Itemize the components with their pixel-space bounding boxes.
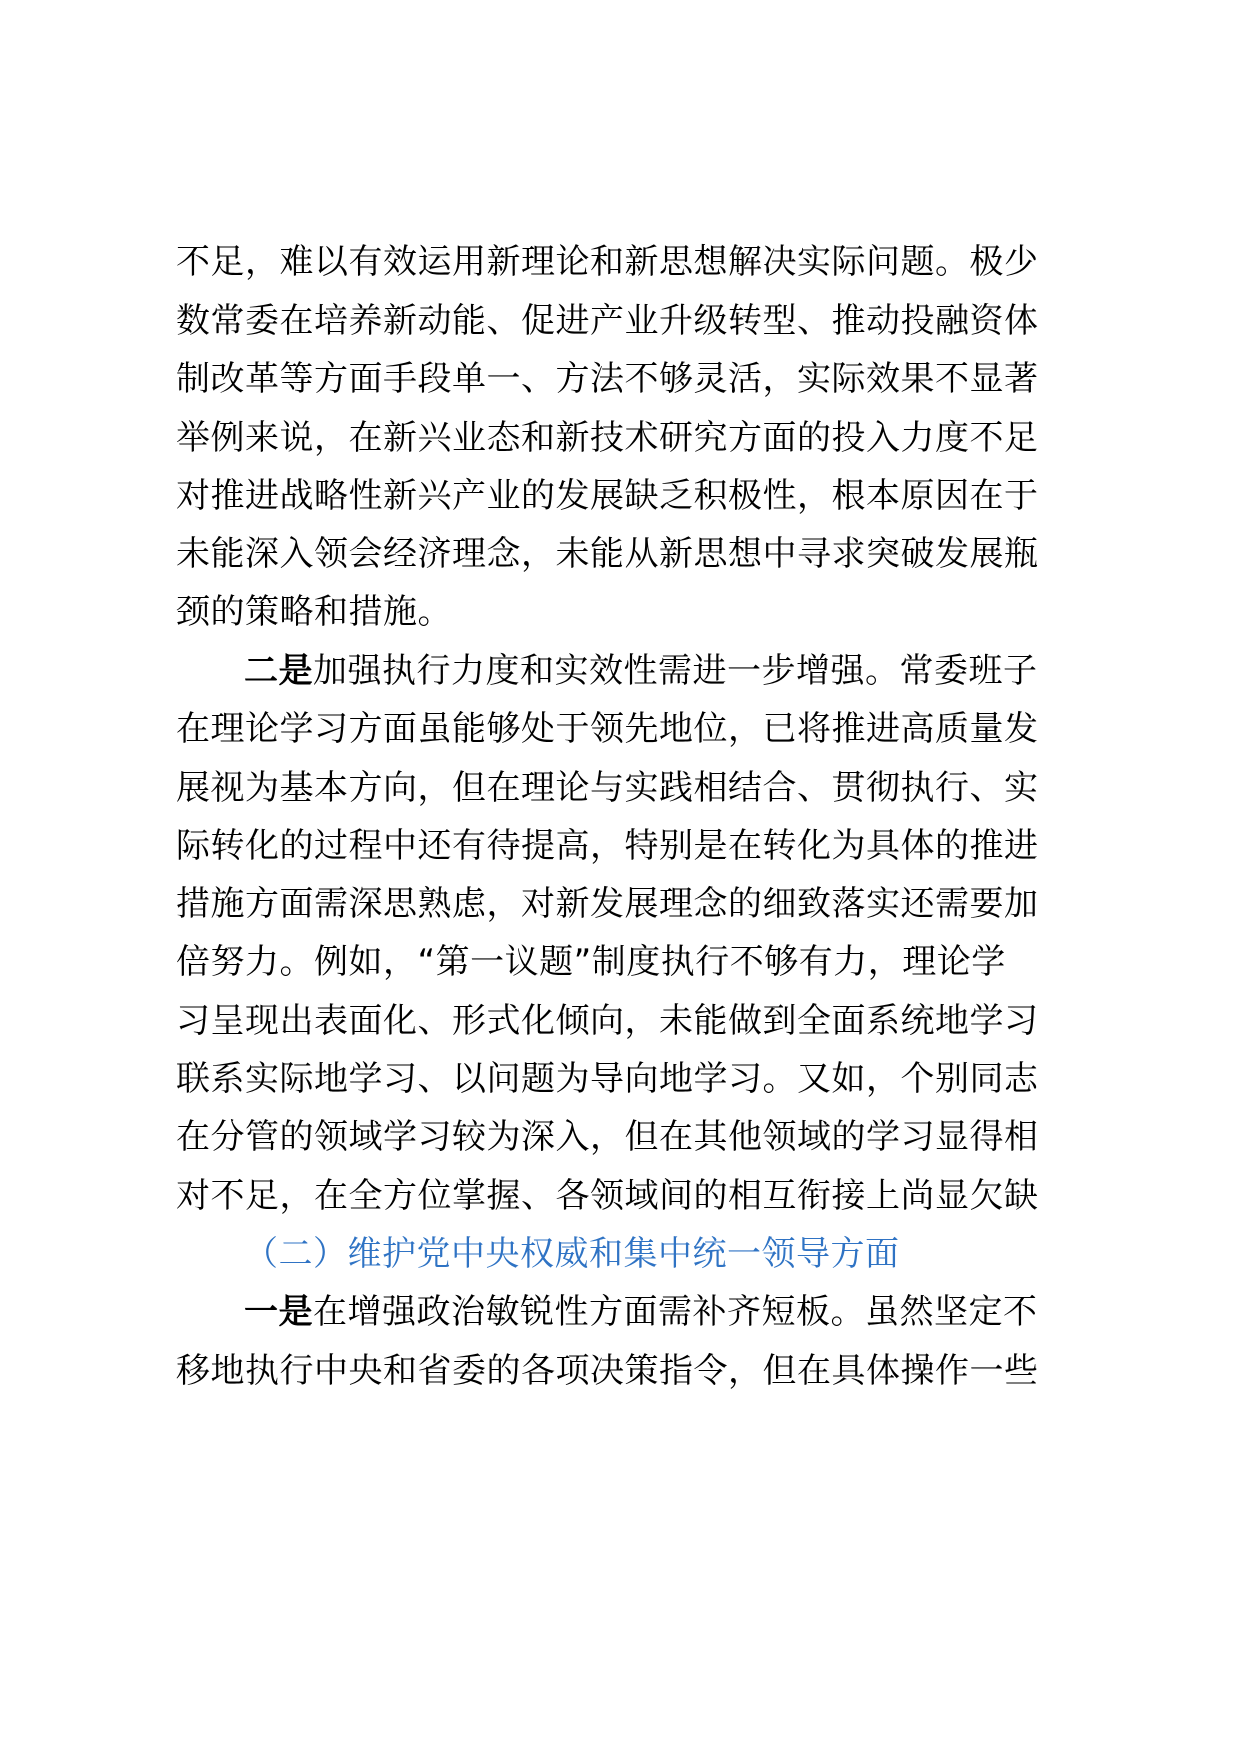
text-line: 际转化的过程中还有待提高，特别是在转化为具体的推进 xyxy=(176,826,1039,866)
text-line: 倍努力。例如，“第一议题”制度执行不够有力，理论学 xyxy=(176,942,1006,982)
text-line: 颈的策略和措施。 xyxy=(176,592,452,632)
text-line: 未能深入领会经济理念，未能从新思想中寻求突破发展瓶 xyxy=(176,534,1039,574)
text-line: 展视为基本方向，但在理论与实践相结合、贯彻执行、实 xyxy=(176,768,1039,808)
text-line: 措施方面需深思熟虑，对新发展理念的细致落实还需要加 xyxy=(176,884,1039,924)
paragraph-first-line xyxy=(244,1287,1038,1337)
text-line: 移地执行中央和省委的各项决策指令，但在具体操作一些 xyxy=(176,1351,1039,1391)
text-line: 制改革等方面手段单一、方法不够灵活，实际效果不显著 xyxy=(176,359,1039,399)
text-line: 对不足，在全方位掌握、各领域间的相互衔接上尚显欠缺 xyxy=(176,1176,1039,1216)
text-line: 举例来说，在新兴业态和新技术研究方面的投入力度不足 xyxy=(176,418,1039,458)
text-line: 联系实际地学习、以问题为导向地学习。又如，个别同志 xyxy=(176,1059,1039,1099)
paragraph-lead: 一是 xyxy=(244,1292,313,1332)
paragraph-first-line xyxy=(244,646,1038,696)
text-line: 不足，难以有效运用新理论和新思想解决实际问题。极少 xyxy=(176,242,1039,282)
section-heading: （二）维护党中央权威和集中统一领导方面 xyxy=(244,1234,900,1274)
text-line: 对推进战略性新兴产业的发展缺乏积极性，根本原因在于 xyxy=(176,476,1039,516)
text-line: 习呈现出表面化、形式化倾向，未能做到全面系统地学习 xyxy=(176,1001,1039,1041)
paragraph-first-text: 在增强政治敏锐性方面需补齐短板。虽然坚定不 xyxy=(313,1292,1038,1332)
paragraph-first-text: 加强执行力度和实效性需进一步增强。常委班子 xyxy=(313,651,1038,691)
text-line: 在分管的领域学习较为深入，但在其他领域的学习显得相 xyxy=(176,1117,1039,1157)
paragraph-lead: 二是 xyxy=(244,651,313,691)
text-line: 在理论学习方面虽能够处于领先地位，已将推进高质量发 xyxy=(176,709,1039,749)
text-line: 数常委在培养新动能、促进产业升级转型、推动投融资体 xyxy=(176,301,1039,341)
